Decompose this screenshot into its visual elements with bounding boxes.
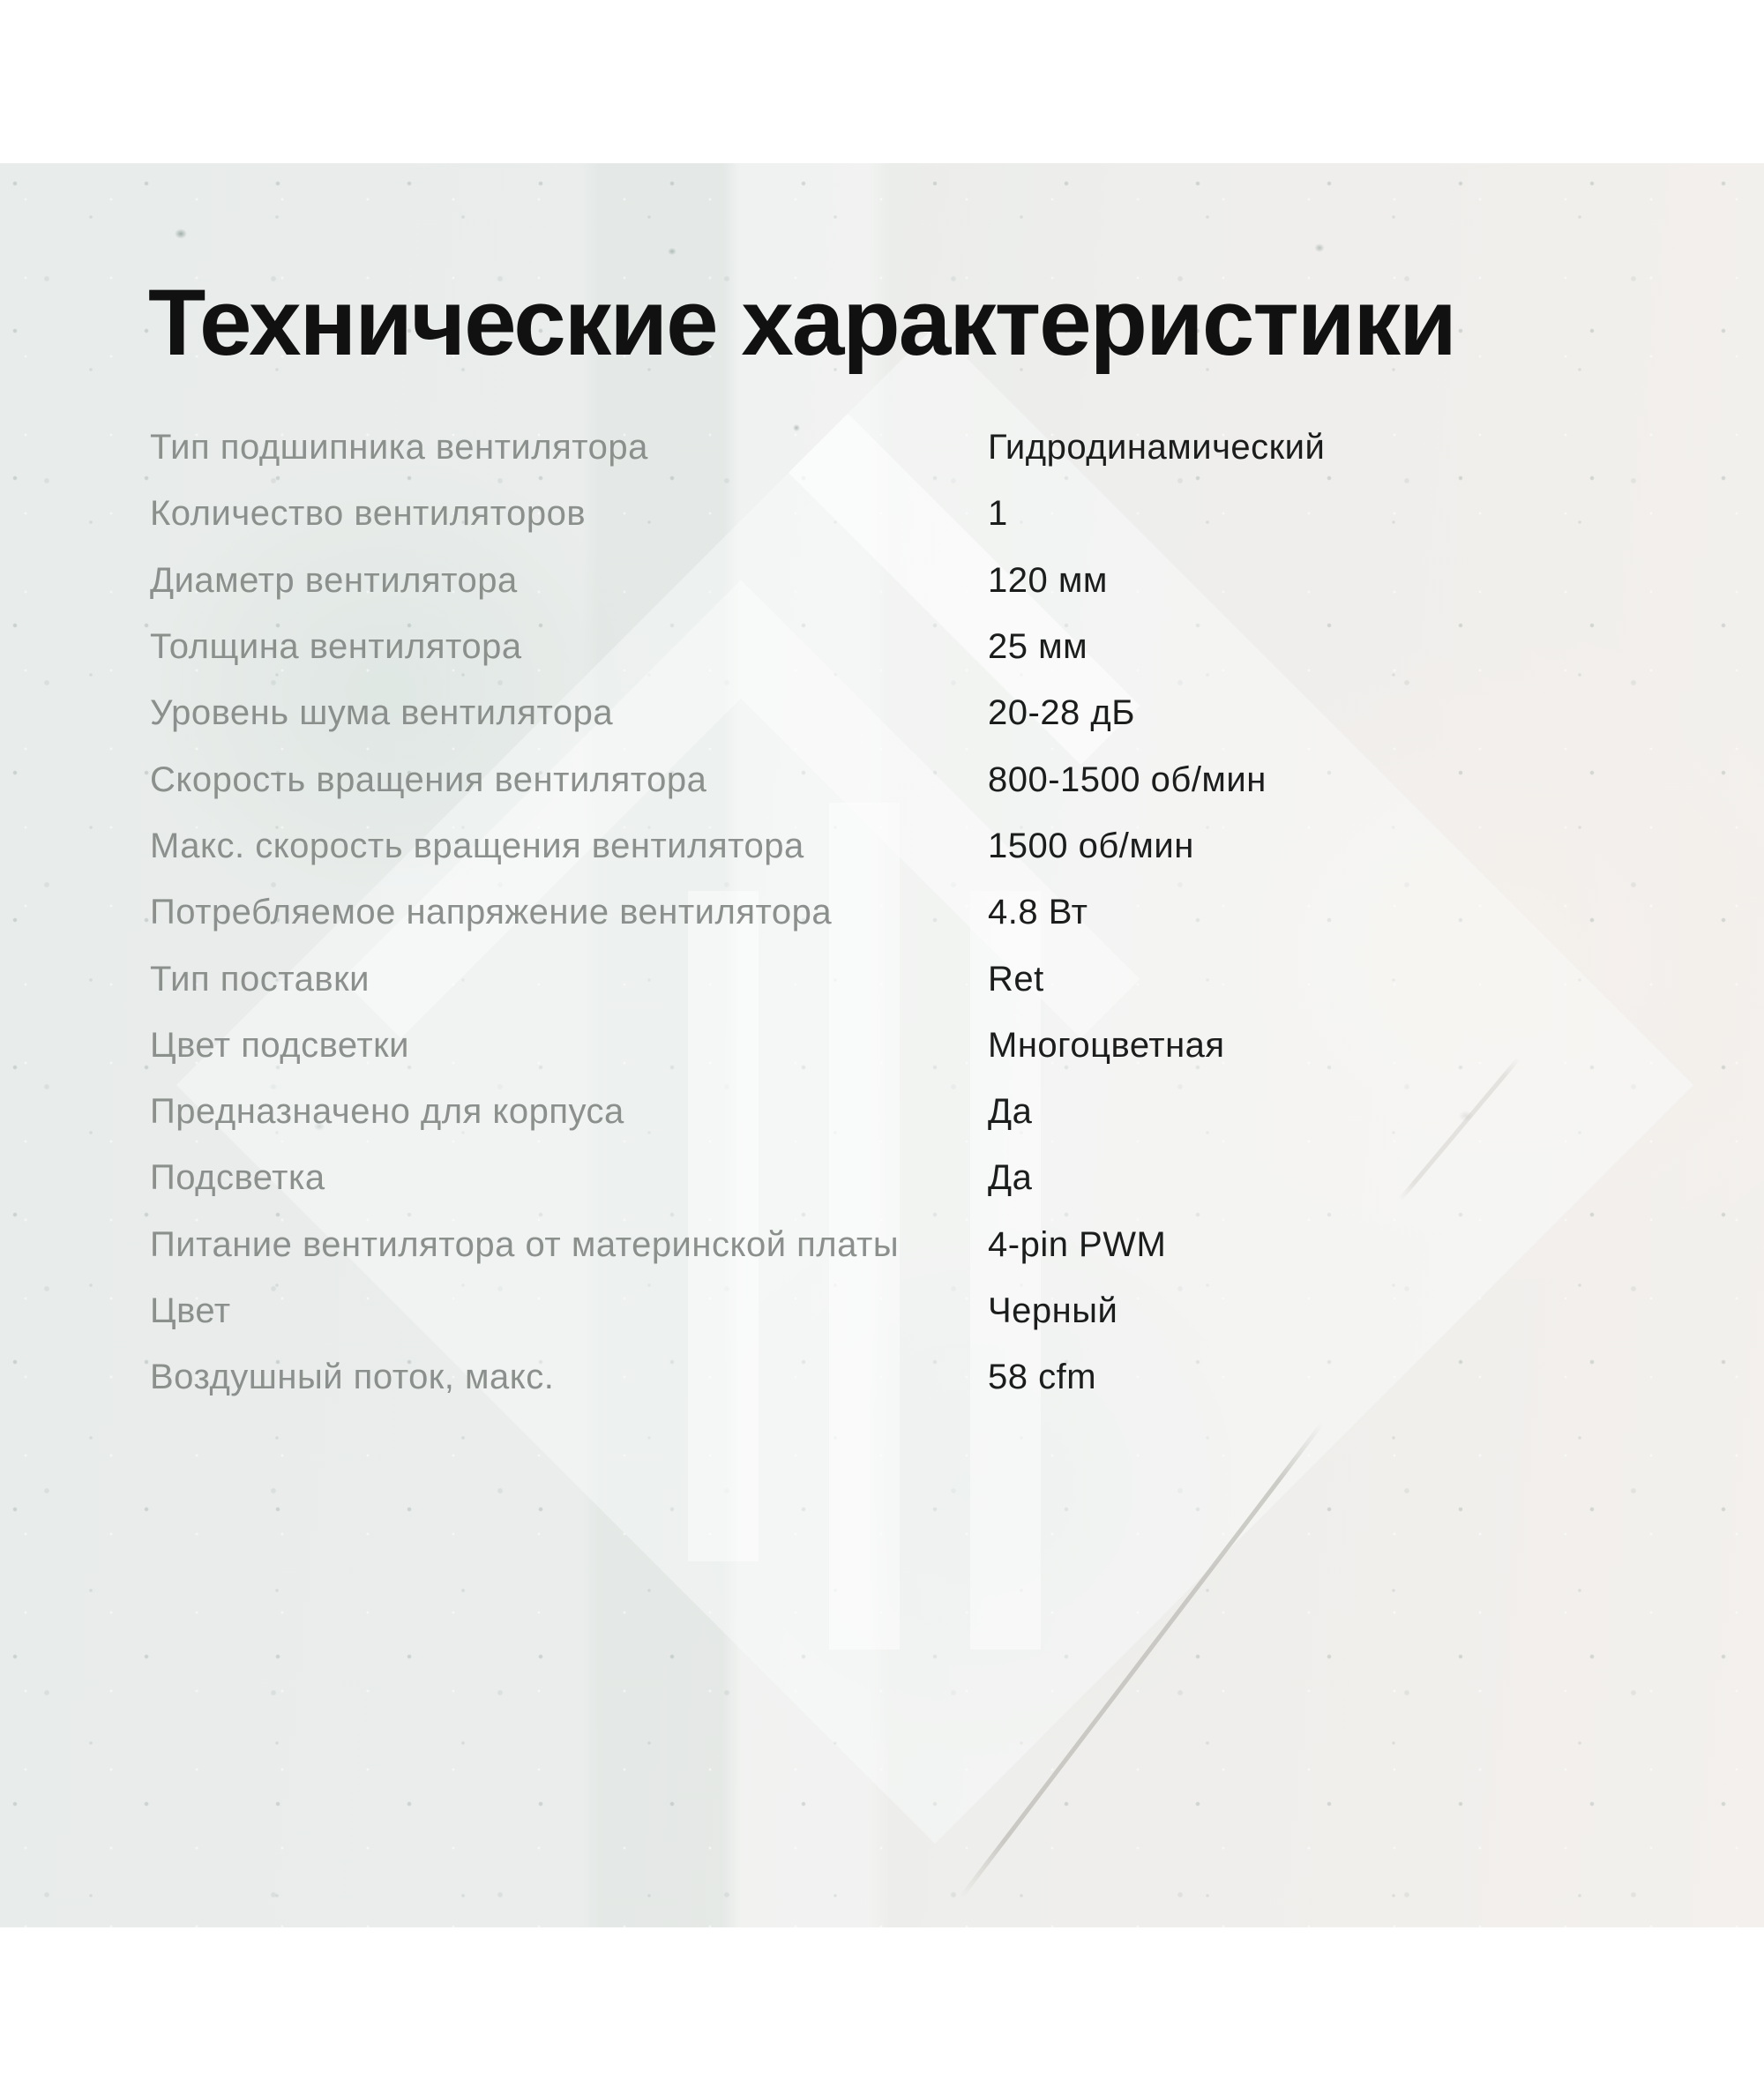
spec-value: Да	[988, 1092, 1033, 1132]
spec-row	[150, 879, 1711, 946]
spec-label: Цвет подсветки	[150, 1025, 409, 1065]
spec-value: Да	[988, 1158, 1033, 1198]
spec-value: Черный	[988, 1291, 1118, 1330]
spec-row	[150, 548, 1711, 614]
spec-label: Тип поставки	[150, 959, 370, 999]
spec-value: Многоцветная	[988, 1025, 1225, 1065]
spec-row	[150, 1145, 1711, 1211]
spec-value: 800-1500 об/мин	[988, 759, 1267, 799]
spec-row	[150, 946, 1711, 1012]
spec-row	[150, 746, 1711, 812]
spec-label: Макс. скорость вращения вентилятора	[150, 826, 804, 865]
spec-label: Питание вентилятора от материнской платы	[150, 1224, 900, 1264]
spec-value: 1	[988, 494, 1008, 534]
spec-row	[150, 1344, 1711, 1410]
poster-background	[0, 163, 1764, 1927]
spec-value: 4.8 Вт	[988, 893, 1088, 932]
spec-row	[150, 1278, 1711, 1344]
spec-label: Скорость вращения вентилятора	[150, 759, 707, 799]
spec-label: Уровень шума вентилятора	[150, 693, 614, 733]
spec-value: 4-pin PWM	[988, 1224, 1167, 1264]
spec-value: 1500 об/мин	[988, 826, 1194, 865]
spec-value: 20-28 дБ	[988, 693, 1136, 733]
spec-row	[150, 614, 1711, 680]
spec-label: Диаметр вентилятора	[150, 560, 518, 600]
spec-value: 58 cfm	[988, 1358, 1097, 1397]
spec-row	[150, 481, 1711, 547]
page-title: Технические характеристики	[148, 269, 1455, 375]
spec-label: Тип подшипника вентилятора	[150, 428, 648, 468]
spec-row	[150, 1079, 1711, 1145]
spec-row	[150, 1212, 1711, 1278]
spec-value: 120 мм	[988, 560, 1108, 600]
spec-label: Потребляемое напряжение вентилятора	[150, 893, 833, 932]
spec-row	[150, 813, 1711, 879]
spec-label: Предназначено для корпуса	[150, 1092, 624, 1132]
spec-label: Количество вентиляторов	[150, 494, 587, 534]
spec-value: Гидродинамический	[988, 428, 1326, 468]
spec-row	[150, 680, 1711, 746]
spec-label: Подсветка	[150, 1158, 325, 1198]
specs-table	[150, 415, 1711, 1410]
spec-row	[150, 1013, 1711, 1079]
spec-label: Толщина вентилятора	[150, 627, 522, 667]
spec-row	[150, 415, 1711, 481]
spec-label: Цвет	[150, 1291, 231, 1330]
spec-label: Воздушный поток, макс.	[150, 1358, 555, 1397]
spec-value: Ret	[988, 959, 1044, 999]
spec-value: 25 мм	[988, 627, 1088, 667]
